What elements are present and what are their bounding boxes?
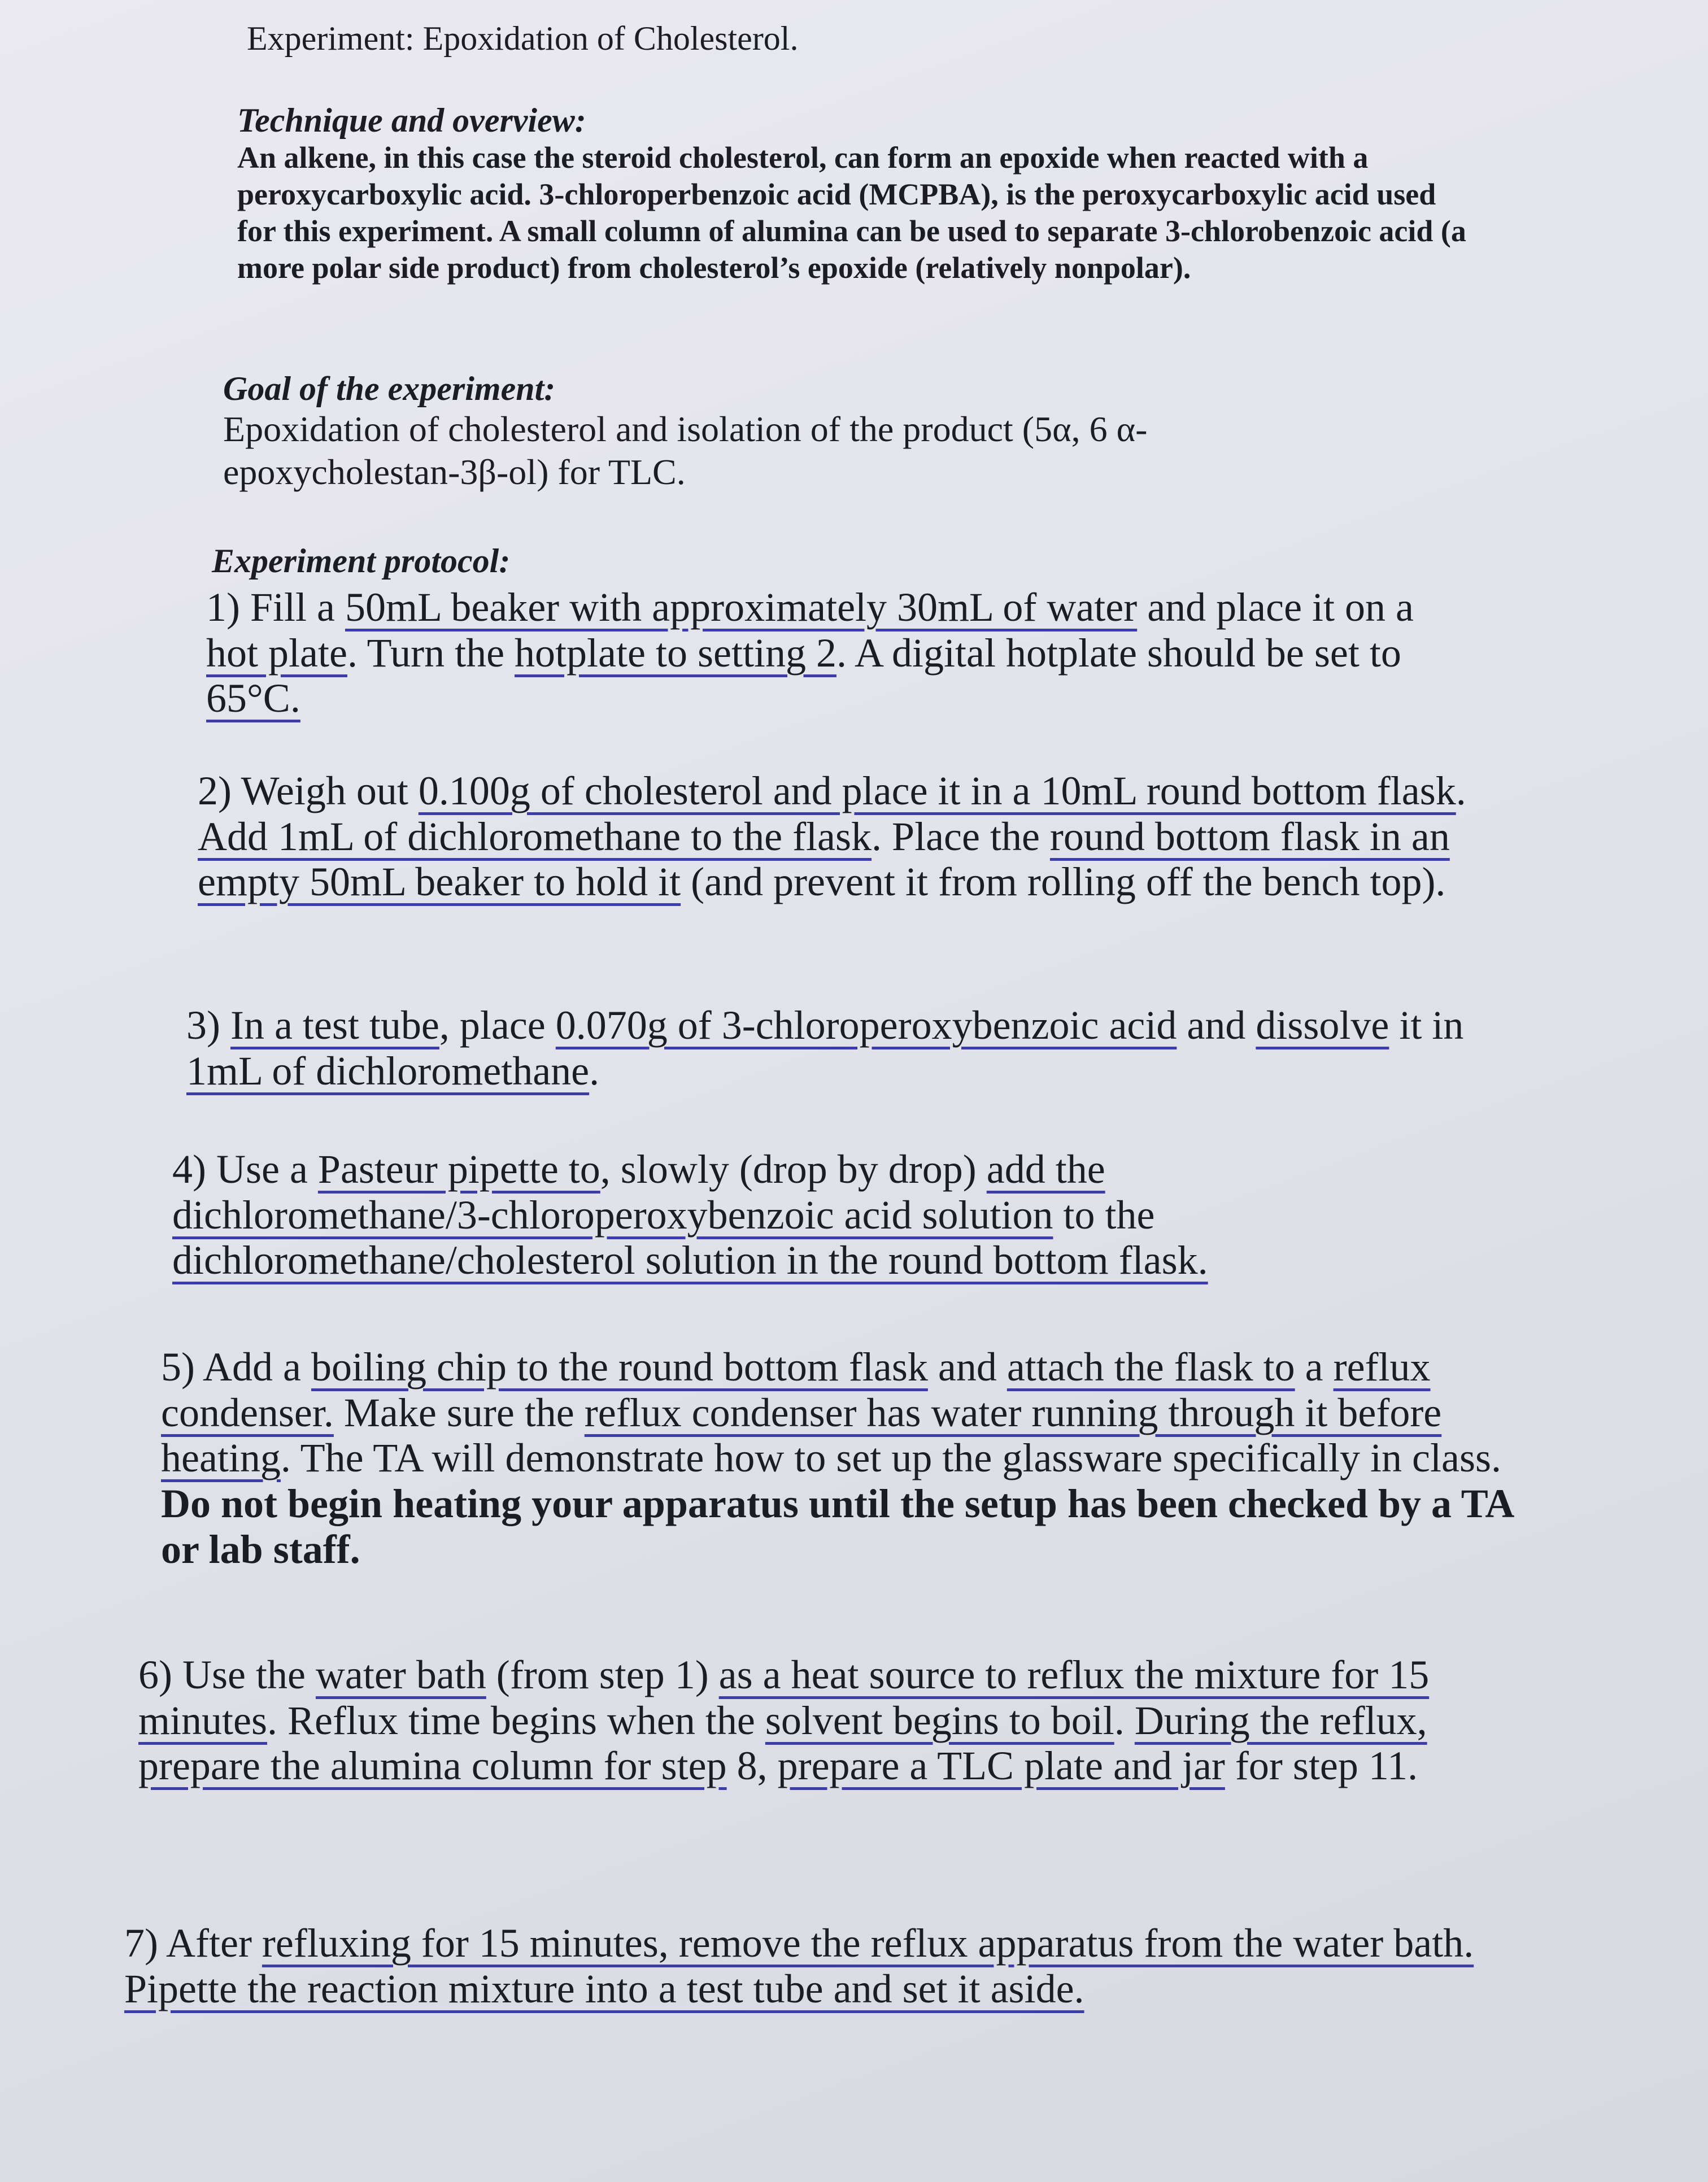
step-5-part-e: a xyxy=(1295,1344,1334,1390)
goal-section xyxy=(223,370,1353,493)
step-3-text xyxy=(186,1003,1514,1094)
step-3 xyxy=(186,1003,1514,1094)
step-5-warning: Do not begin heating your apparatus until the setup has been checked by a TA or lab staff. xyxy=(161,1480,1513,1572)
protocol-heading: Experiment protocol: xyxy=(212,542,511,580)
protocol-heading-block xyxy=(212,542,1708,580)
step-6-part-a: 6) Use the xyxy=(138,1652,316,1697)
step-3-part-e: and xyxy=(1177,1003,1256,1048)
step-5 xyxy=(161,1344,1528,1572)
step-1-part-d: hot plate xyxy=(206,630,347,676)
step-3-part-c: , place xyxy=(439,1003,556,1048)
step-5-text xyxy=(161,1344,1528,1572)
step-2-text xyxy=(198,768,1491,905)
step-2-part-g: (and prevent it from rolling off the bench top). xyxy=(681,859,1446,905)
goal-text: Epoxidation of cholesterol and isolation of the product (5α, 6 α-epoxycholestan-3β-ol) for TLC. xyxy=(223,409,1148,492)
step-2-part-b: 0.100g of cholesterol and place it in a 10mL round bottom flask xyxy=(418,768,1456,813)
step-6-part-b: water bath xyxy=(315,1652,486,1697)
step-1-part-c: and place it on a xyxy=(1137,585,1414,630)
step-2-part-d: Add 1mL of dichloromethane to the flask xyxy=(198,813,872,859)
step-2 xyxy=(198,768,1491,905)
step-5-part-d: attach the flask to xyxy=(1006,1344,1295,1390)
step-1-part-b: 50mL beaker with approximately 30mL of water xyxy=(345,585,1138,630)
step-3-part-f: dissolve xyxy=(1256,1003,1389,1048)
step-5-part-a: 5) Add a xyxy=(161,1344,311,1390)
step-5-part-b: boiling chip to the round bottom flask xyxy=(311,1344,928,1390)
step-1-text xyxy=(206,585,1466,721)
step-4 xyxy=(172,1147,1245,1283)
step-1 xyxy=(206,585,1466,721)
step-4-part-b: Pasteur pipette to xyxy=(317,1147,600,1192)
step-6-part-g: . xyxy=(1114,1697,1135,1743)
step-1-part-g: . A digital hotplate should be set to xyxy=(836,630,1401,676)
step-4-part-a: 4) Use a xyxy=(172,1147,318,1192)
step-6-part-e: . Reflux time begins when the xyxy=(267,1697,765,1743)
step-4-part-e: to the xyxy=(1053,1192,1155,1238)
step-1-part-f: hotplate to setting 2 xyxy=(515,630,836,676)
step-7-part-d: Pipette the reaction mixture into a test tube and set it aside. xyxy=(124,1966,1084,2011)
step-5-part-g: Make sure the xyxy=(333,1390,585,1435)
step-3-part-b: In a test tube xyxy=(230,1003,439,1048)
technique-section xyxy=(237,102,1469,286)
step-1-part-e: . Turn the xyxy=(347,630,515,676)
step-5-part-f: reflux condenser. xyxy=(161,1344,1431,1435)
step-7 xyxy=(124,1920,1480,2011)
step-6-part-i: 8, xyxy=(726,1743,778,1789)
step-7-part-a: 7) After xyxy=(124,1920,262,1966)
step-6-part-d: as a heat source to reflux the mixture for 15 minutes xyxy=(138,1652,1430,1743)
step-6-part-j: prepare a TLC plate and jar xyxy=(777,1743,1225,1789)
step-5-part-h: reflux condenser has water running through it before heating xyxy=(161,1390,1442,1481)
step-7-part-b: refluxing for 15 minutes, remove the reflux apparatus from the water bath. xyxy=(262,1920,1474,1966)
step-7-text xyxy=(124,1920,1480,2011)
step-3-part-h: 1mL of dichloromethane xyxy=(186,1048,590,1094)
step-5-part-i: . The TA will demonstrate how to set up the glassware specifically in class. xyxy=(280,1435,1502,1481)
step-6-part-f: solvent begins to boil xyxy=(765,1697,1114,1743)
step-6-part-c: (from step 1) xyxy=(486,1652,719,1697)
step-5-part-c: and xyxy=(927,1344,1007,1390)
step-6 xyxy=(138,1652,1528,1789)
step-2-part-e: . Place the xyxy=(872,813,1050,859)
title-block xyxy=(247,20,1708,58)
page-title: Experiment: Epoxidation of Cholesterol. xyxy=(247,20,799,57)
step-4-text xyxy=(172,1147,1245,1283)
step-3-part-g: it in xyxy=(1389,1003,1464,1048)
step-1-part-h: 65°C. xyxy=(206,676,300,721)
step-4-part-f: dichloromethane/cholesterol solution in the round bottom flask. xyxy=(172,1238,1208,1283)
step-6-text xyxy=(138,1652,1528,1789)
step-6-part-h: During the reflux, prepare the alumina column for step xyxy=(138,1697,1427,1789)
step-4-part-d: add the dichloromethane/3-chloroperoxybenzoic acid solution xyxy=(172,1147,1105,1238)
step-2-part-a: 2) Weigh out xyxy=(198,768,419,813)
step-2-part-f: round bottom flask in an empty 50mL beaker to hold it xyxy=(198,813,1450,905)
technique-heading: Technique and overview: xyxy=(237,102,586,139)
technique-text: An alkene, in this case the steroid cholesterol, can form an epoxide when reacted with a peroxycarboxylic acid. 3-chloroperbenzoic acid (MCPBA), is the peroxycarboxylic acid used for this experiment. A small column of alumina can be used to separate 3-chlorobenzoic acid (a more polar side product) from cholesterol’s epoxide (relatively nonpolar). xyxy=(237,141,1466,285)
goal-heading: Goal of the experiment: xyxy=(223,370,556,407)
step-3-part-i: . xyxy=(589,1048,600,1094)
step-1-part-a: 1) Fill a xyxy=(206,585,345,630)
step-4-part-c: , slowly (drop by drop) xyxy=(600,1147,987,1192)
step-2-part-c: . xyxy=(1456,768,1466,813)
step-3-part-a: 3) xyxy=(186,1003,230,1048)
step-6-part-k: for step 11. xyxy=(1225,1743,1418,1789)
step-3-part-d: 0.070g of 3-chloroperoxybenzoic acid xyxy=(555,1003,1177,1048)
